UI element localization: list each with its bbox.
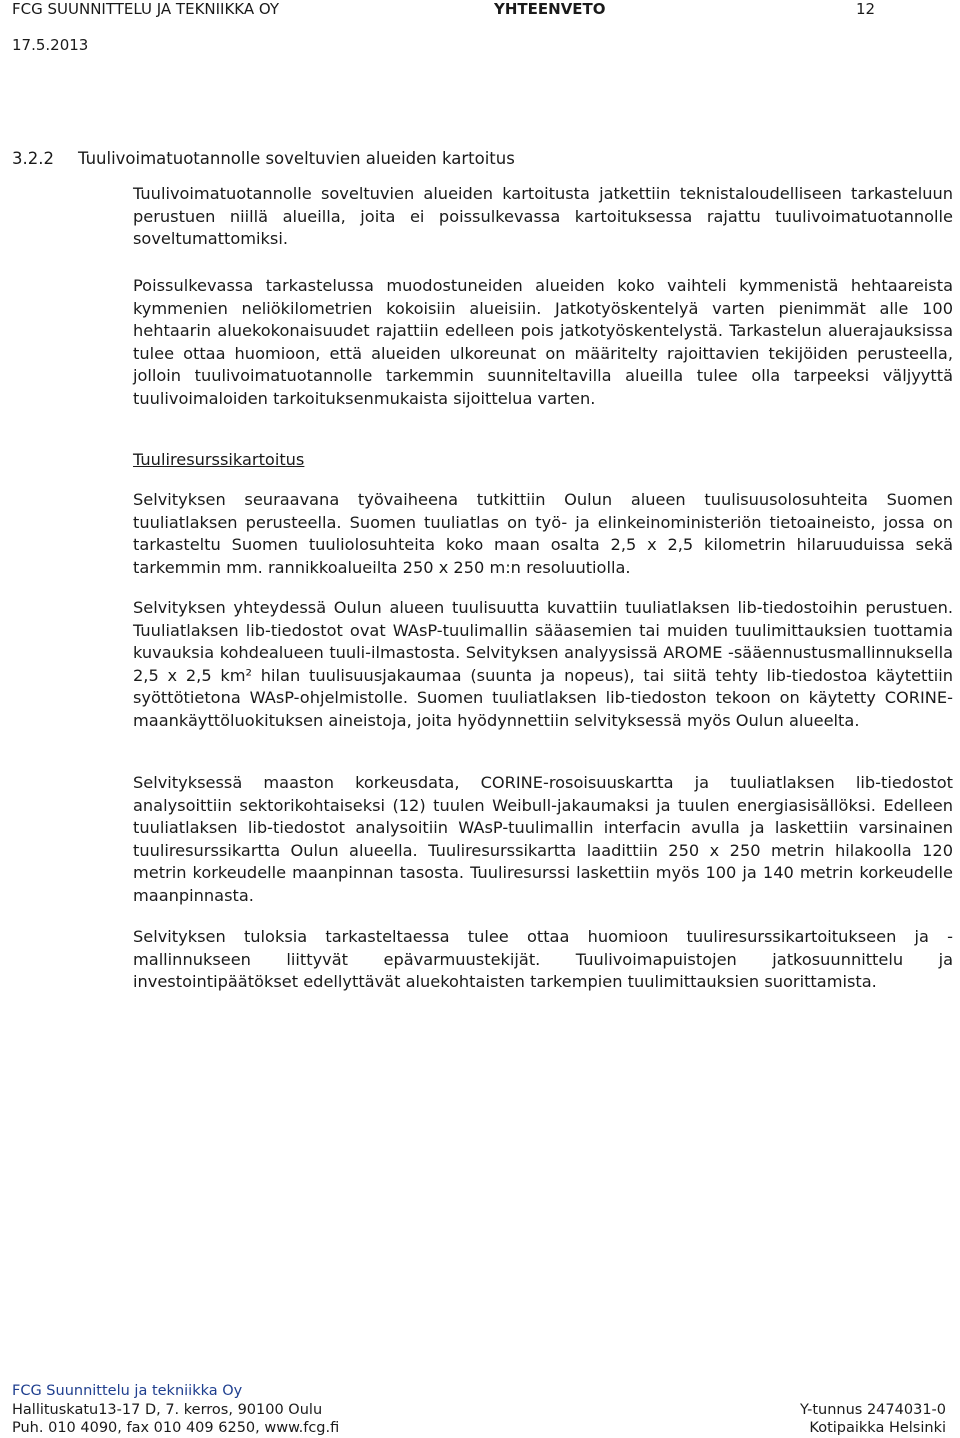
paragraph-wind-atlas: Selvityksen seuraavana työvaiheena tutkittiin Oulun alueen tuulisuusolosuhteita Suomen tuuliatlaksen perusteella. Suomen tuuliatlas on työ- ja elinkeinoministeriön tietoaineisto, jossa on tarkasteltu Suomen tuuliolosuhteita koko maan osalta 2,5 x 2,5 kilometrin hilaruuduissa sekä tarkemmin mm. rannikkoalueilta 250 x 250 m:n resoluutiolla.	[133, 490, 953, 577]
header-date: 17.5.2013	[12, 36, 89, 54]
footer-contact: Puh. 010 4090, fax 010 409 6250, www.fcg.fi	[12, 1420, 340, 1436]
paragraph-analysis: Selvityksessä maaston korkeusdata, CORINE-rosoisuuskartta ja tuuliatlaksen lib-tiedostot analysoittiin sektorikohtaiseksi (12) tuulen Weibull-jakaumaksi ja tuulen energiasisällöksi. Edelleen tuuliatlaksen lib-tiedostot analysoitiin WAsP-tuulimallin interfacin avulla ja laskettiin varsinainen tuuliresurssikartta Oulun alueella. Tuuliresurssikartta laadittiin 250 x 250 metrin hilakoolla 120 metrin korkeudelle maanpinnan tasosta. Tuuliresurssi laskettiin myös 100 ja 140 metrin korkeudelle maanpinnasta.	[133, 773, 953, 905]
footer-domicile: Kotipaikka Helsinki	[809, 1420, 946, 1436]
subheading-wind-resource-mapping: Tuuliresurssikartoitus	[133, 450, 305, 469]
footer-address: Hallituskatu13-17 D, 7. kerros, 90100 Oulu	[12, 1402, 323, 1418]
section-number: 3.2.2	[12, 149, 54, 168]
paragraph-lib-files: Selvityksen yhteydessä Oulun alueen tuulisuutta kuvattiin tuuliatlaksen lib-tiedostoihin perustuen. Tuuliatlaksen lib-tiedostot ovat WAsP-tuulimallin sääasemien tai muiden tuulimittauksien tuottamia kuvauksia kohdealueen tuuli-ilmastosta. Selvityksen analyysissä AROME -sääennustusmallinnuksella 2,5 x 2,5 km² hilan tuulisuusjakaumaa (suunta ja nopeus), tai siitä tehty lib-tiedostoa käytettiin syöttötietona WAsP-ohjelmistolle. Suomen tuuliatlaksen lib-tiedoston tekoon on käytetty CORINE-maankäyttöluokituksen aineistoja, joita hyödynnettiin selvityksessä myös Oulun alueelta.	[133, 598, 953, 730]
paragraph-exclusion: Poissulkevassa tarkastelussa muodostuneiden alueiden koko vaihteli kymmenistä hehtaareista kymmenien neliökilometrien kokoisiin alueisiin. Jatkotyöskentelyä varten pienimmät alle 100 hehtaarin aluekokonaisuudet rajattiin edelleen pois jatkotyöskentelystä. Tarkastelun aluerajauksissa tulee ottaa huomioon, että alueiden ulkoreunat on määritelty rajoittavien tekijöiden perusteella, jolloin tuulivoimatuotannolle tarkemmin suunniteltavilla alueilla tulee olla tarpeeksi väljyyttä tuulivoimaloiden tarkoituksenmukaista sijoittelua varten.	[133, 276, 953, 408]
footer-company: FCG Suunnittelu ja tekniikka Oy	[12, 1383, 243, 1399]
paragraph-uncertainty: Selvityksen tuloksia tarkasteltaessa tulee ottaa huomioon tuuliresurssikartoitukseen ja -mallinnukseen liittyvät epävarmuustekijät. Tuulivoimapuistojen jatkosuunnittelu ja investointipäätökset edellyttävät aluekohtaisten tarkempien tuulimittauksien suorittamista.	[133, 927, 953, 992]
header-company: FCG SUUNNITTELU JA TEKNIIKKA OY	[12, 0, 280, 18]
paragraph-intro: Tuulivoimatuotannolle soveltuvien alueiden kartoitusta jatkettiin teknistaloudelliseen tarkasteluun perustuen niillä alueilla, joita ei poissulkevassa kartoituksessa rajattu tuulivoimatuotannolle soveltumattomiksi.	[133, 184, 953, 249]
header-document-type: YHTEENVETO	[494, 0, 606, 18]
section-heading	[12, 148, 515, 170]
page-number: 12	[856, 0, 876, 18]
section-title: Tuulivoimatuotannolle soveltuvien alueiden kartoitus	[78, 149, 515, 168]
footer-business-id: Y-tunnus 2474031-0	[799, 1402, 946, 1418]
